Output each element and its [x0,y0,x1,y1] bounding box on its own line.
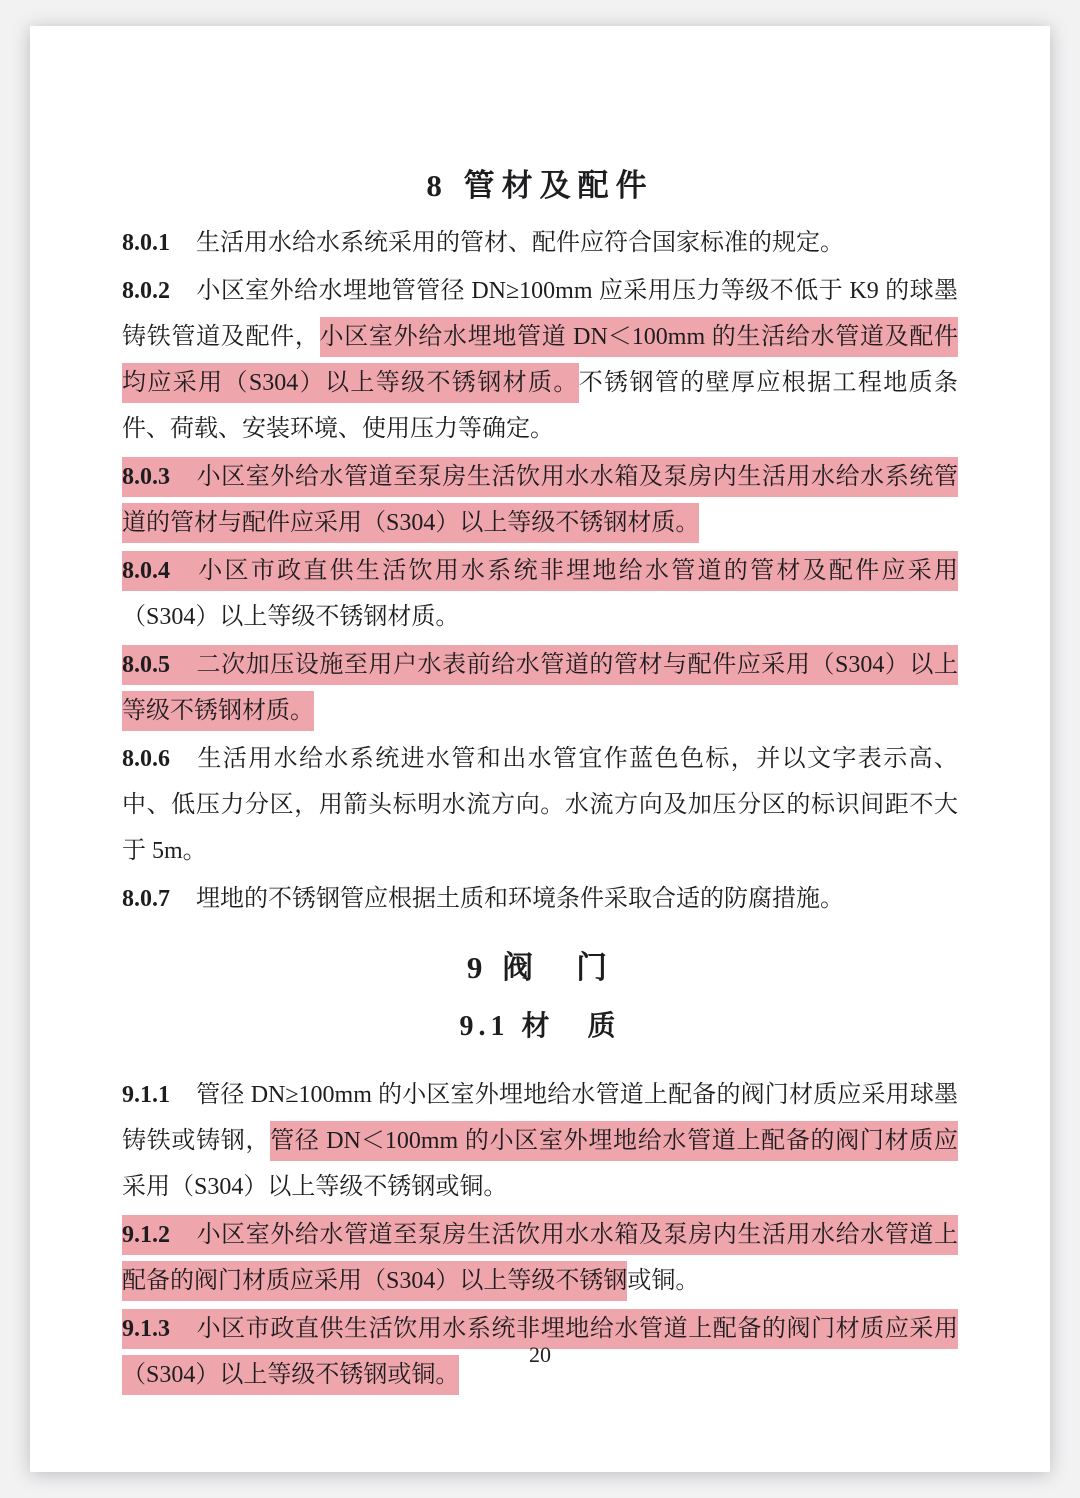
highlighted-text: 小区市政直供生活饮用水系统非埋地给水管道的管材及配件应采用 [196,551,958,591]
highlighted-text: 小区市政直供生活饮用水系统非埋地给水管道上配备的阀门材质应采用（S304）以上等级不锈钢或铜。 [122,1309,958,1395]
highlighted-text: 小区室外给水埋地管道 DN＜100mm 的生活给水管道及配件均应采用（S304）以上等级不锈钢材质。 [122,317,958,403]
page-number: 20 [529,1342,551,1367]
clause-number: 9.1.1 [122,1082,170,1108]
body-text: 小区室外给水埋地管管径 DN≥100mm 应采用压力等级不低于 K9 的球墨铸铁管道及配件， [122,278,958,350]
body-text: 不锈钢管的壁厚应根据工程地质条件、荷载、安装环境、使用压力等确定。 [122,370,958,442]
paragraph [122,268,958,452]
body-text: 或铜。 [627,1268,700,1294]
paragraph [122,548,958,640]
highlighted-text: 小区室外给水管道至泵房生活饮用水水箱及泵房内生活用水给水系统管道的管材与配件应采用（S304）以上等级不锈钢材质。 [122,457,958,543]
paragraph [122,876,958,922]
clause-number: 9.1.2 [122,1215,196,1255]
clause-number: 8.0.1 [122,230,170,256]
clause-number: 8.0.7 [122,886,170,912]
document-content [30,26,1050,1398]
paragraph [122,220,958,266]
highlighted-text: 小区室外给水管道至泵房生活饮用水水箱及泵房内生活用水给水管道上配备的阀门材质应采用（S304）以上等级不锈钢 [122,1215,958,1301]
clause-number: 9.1.3 [122,1309,196,1349]
clause-number: 8.0.5 [122,645,196,685]
body-text: 管径 DN≥100mm 的小区室外埋地给水管道上配备的阀门材质应采用球墨铸铁或铸钢， [122,1082,958,1154]
clause-number: 8.0.2 [122,278,170,304]
highlighted-text: 管径 DN＜100mm 的小区室外埋地给水管道上配备的阀门材质应 [270,1121,958,1161]
highlighted-text: 二次加压设施至用户水表前给水管道的管材与配件应采用（S304）以上等级不锈钢材质。 [122,645,958,731]
paragraph [122,1072,958,1210]
body-text: （S304）以上等级不锈钢材质。 [122,604,460,630]
paragraph [122,642,958,734]
paragraph [122,1212,958,1304]
section-heading: 9 阀 门 [466,950,614,985]
paragraph [122,454,958,546]
document-page [30,26,1050,1472]
section-heading: 9.1 材 质 [459,1011,621,1042]
body-text: 埋地的不锈钢管应根据土质和环境条件采取合适的防腐措施。 [196,886,844,912]
body-text: 生活用水给水系统进水管和出水管宜作蓝色色标，并以文字表示高、中、低压力分区，用箭头标明水流方向。水流方向及加压分区的标识间距不大于 5m。 [122,746,958,864]
paragraph [122,736,958,874]
clause-number: 8.0.3 [122,457,196,497]
clause-number: 8.0.6 [122,746,170,772]
clause-number: 8.0.4 [122,551,196,591]
section-heading: 8 管材及配件 [426,168,654,203]
body-text: 采用（S304）以上等级不锈钢或铜。 [122,1174,508,1200]
body-text: 生活用水给水系统采用的管材、配件应符合国家标准的规定。 [196,230,844,256]
